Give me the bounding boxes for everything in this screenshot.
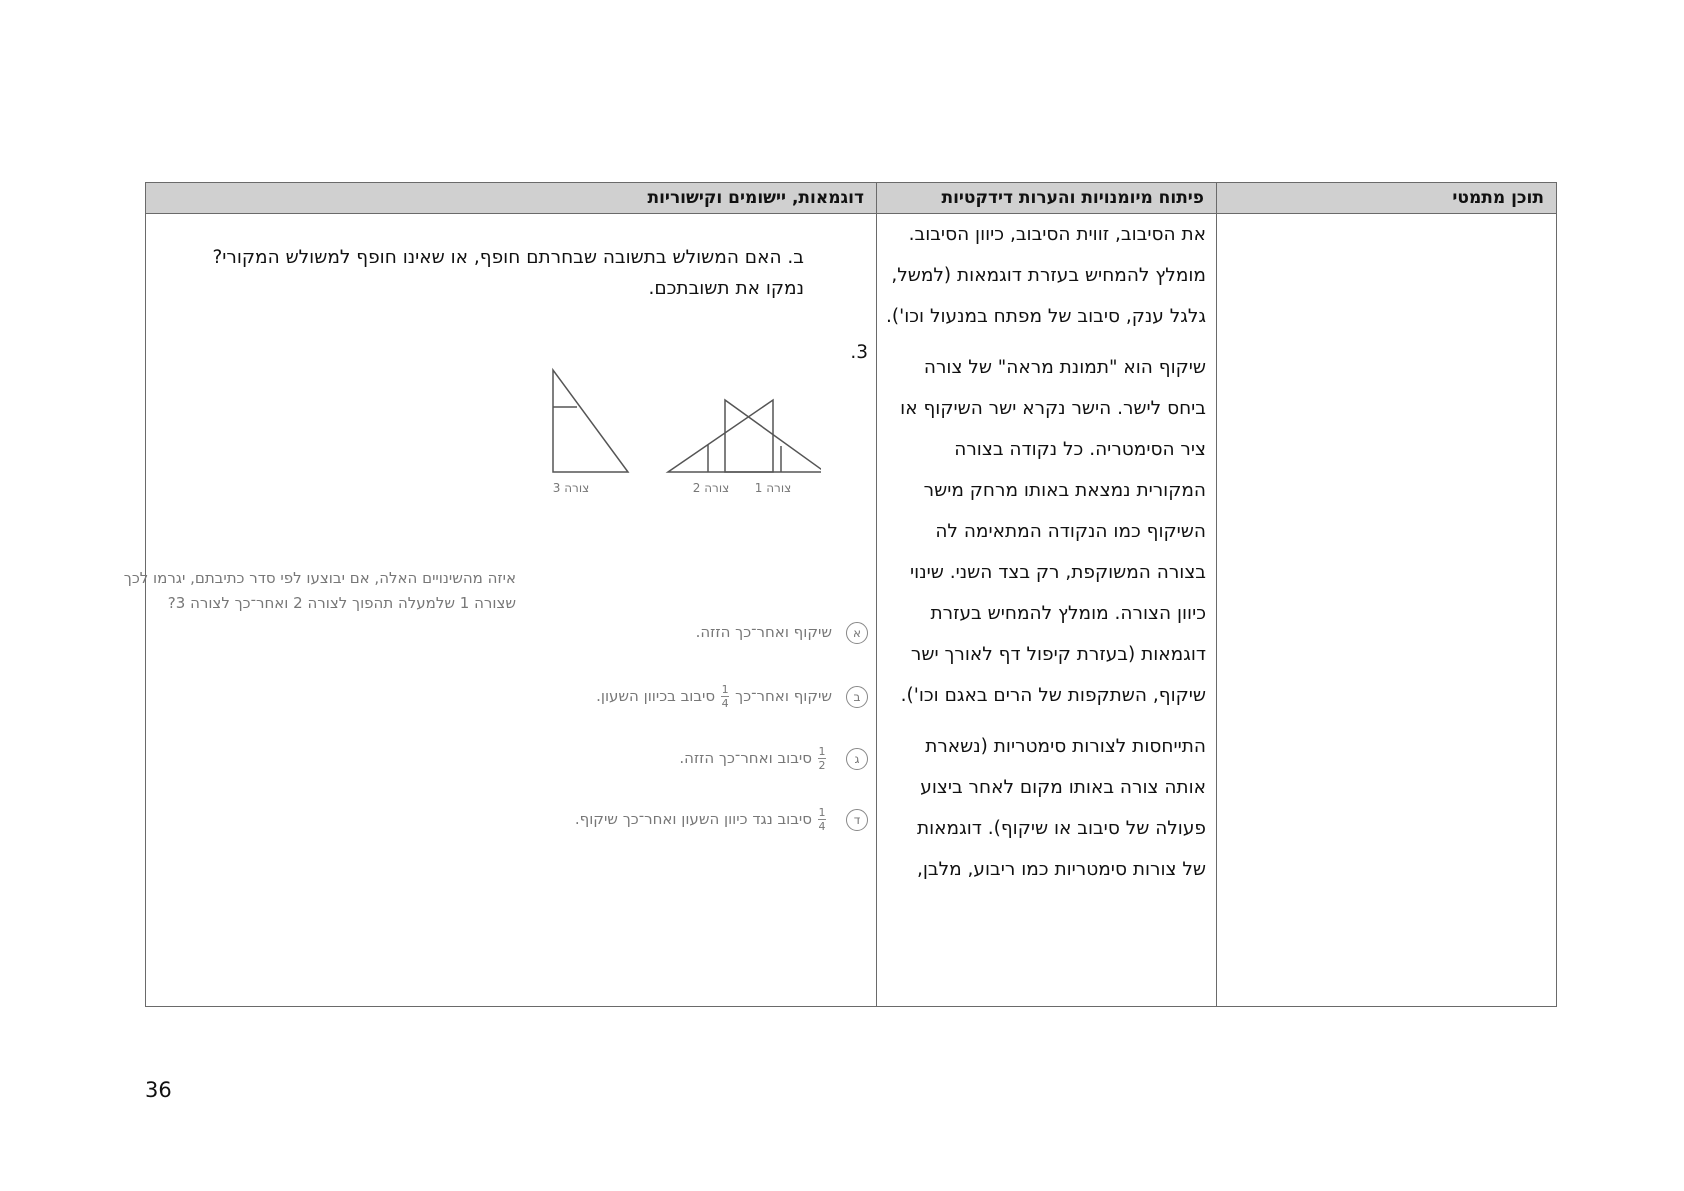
note-line: אותה צורה באותו מקום לאחר ביצוע [920, 777, 1206, 798]
answer-option [596, 684, 868, 709]
option-fraction: $\frac{1}{4}$ [721, 683, 729, 710]
option-fraction: $\frac{1}{2}$ [818, 745, 826, 772]
note-line: בצורה המשוקפת, רק בצד השני. שינוי [910, 562, 1206, 583]
answer-option [679, 746, 868, 771]
question-b: ב. האם המשולש בתשובה שבחרתם חופף, או שאינו חופף למשולש המקורי? נמקו את תשובתכם. [212, 247, 804, 299]
note-line: המקורית נמצאת באותו מרחק מישר [923, 480, 1206, 501]
note-line: של צורות סימטריות כמו ריבוע, מלבן, [916, 859, 1206, 880]
note-line: שיקוף, השתקפות של הרים באגם וכו'). [900, 685, 1206, 706]
shape-2-triangle [668, 400, 773, 472]
skills-notes-cell [877, 214, 1217, 1007]
figure-label-1: צורה 1 [754, 481, 792, 495]
option-text: סיבוב בכיוון השעון. [596, 687, 716, 705]
option-marker: ד [846, 809, 868, 831]
option-text: סיבוב ואחר־כך הזזה. [679, 749, 812, 767]
triangles-figure [401, 362, 821, 512]
curriculum-table [123, 182, 1557, 1007]
question-3-text: איזה מהשינויים האלה, אם יבוצעו לפי סדר כתיבתם, יגרמו לכך שצורה 1 שלמעלה תהפוך לצורה 2 ואחר־כך לצורה 3? [123, 569, 516, 612]
symmetry-notes [885, 726, 1206, 890]
shape-3-triangle [553, 370, 628, 472]
figure-label-2: צורה 2 [692, 481, 730, 495]
rotation-notes [885, 214, 1206, 337]
note-line: דוגמאות (בעזרת קיפול דף לאורך ישר [910, 644, 1206, 665]
option-marker: ב [846, 686, 868, 708]
examples-cell [123, 214, 877, 1007]
note-line: כיוון הצורה. מומלץ להמחיש בעזרת [930, 603, 1206, 624]
header-skills-notes: פיתוח מיומנויות והערות דידקטיות [877, 183, 1217, 214]
question-3-number: 3. [850, 342, 868, 363]
option-text: סיבוב נגד כיוון השעון ואחר־כך שיקוף. [574, 810, 812, 828]
note-line: ציר הסימטריה. כל נקודה בצורה [954, 439, 1206, 460]
note-line: ביחס לישר. הישר נקרא ישר השיקוף או [900, 398, 1206, 419]
note-line: פעולה של סיבוב או שיקוף). דוגמאות [916, 818, 1206, 839]
option-marker: ג [846, 748, 868, 770]
note-line: השיקוף כמו הנקודה המתאימה לה [935, 521, 1206, 542]
note-line: את הסיבוב, זווית הסיבוב, כיוון הסיבוב. [908, 224, 1206, 245]
note-line: התייחסות לצורות סימטריות (נשארת [925, 736, 1206, 757]
header-math-content: תוכן מתמטי [1217, 183, 1557, 214]
note-line: שיקוף הוא "תמונת מראה" של צורה [923, 357, 1206, 378]
content-row [146, 214, 1557, 1007]
header-examples: דוגמאות, יישומים וקישוריות [146, 183, 877, 214]
option-marker: א [846, 622, 868, 644]
answer-option [575, 807, 868, 832]
note-line: גלגל ענק, סיבוב של מפתח במנעול וכו'). [886, 306, 1206, 327]
header-row [146, 183, 1557, 214]
page-number: 36 [145, 1078, 172, 1102]
triangles-diagram [401, 362, 821, 512]
option-text: שיקוף ואחר־כך [735, 687, 832, 705]
option-fraction: $\frac{1}{4}$ [818, 806, 826, 833]
figure-label-3: צורה 3 [552, 481, 590, 495]
math-content-cell [1217, 214, 1557, 1007]
option-text: שיקוף ואחר־כך הזזה. [695, 623, 832, 641]
answer-option [696, 622, 868, 644]
note-line: מומלץ להמחיש בעזרת דוגמאות (למשל, [891, 265, 1206, 286]
reflection-notes [885, 347, 1206, 716]
